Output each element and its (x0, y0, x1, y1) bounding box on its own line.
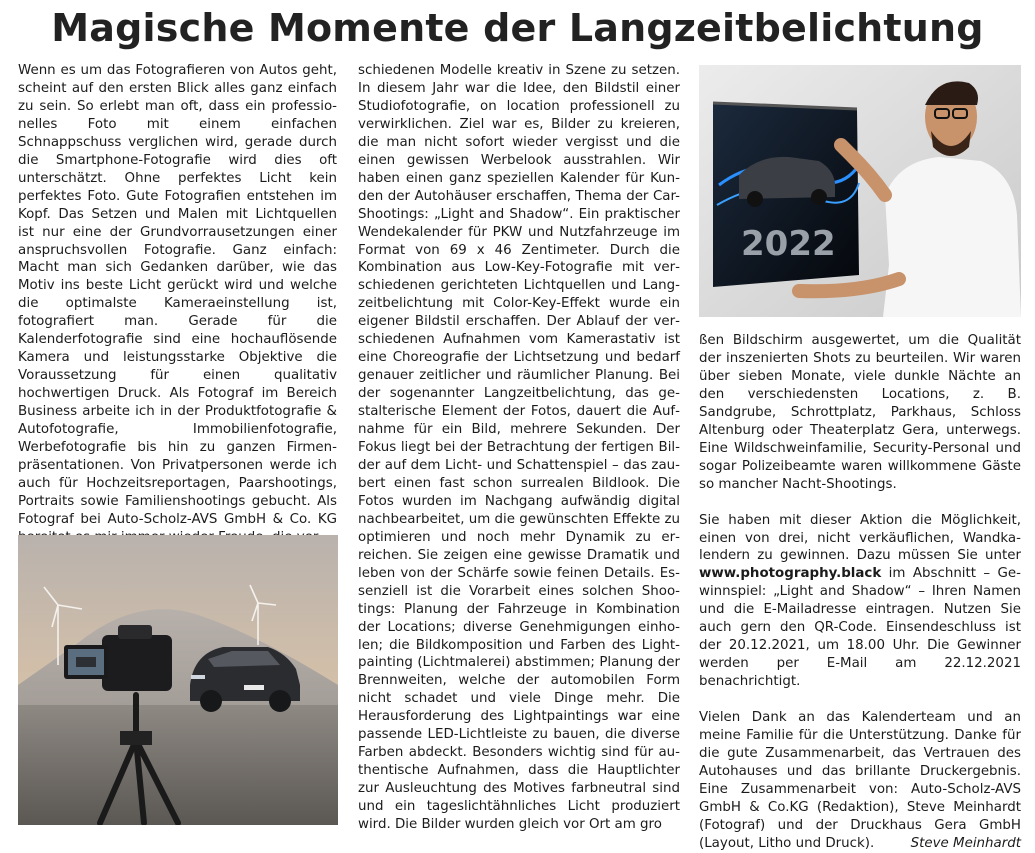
photographer-calendar-illustration (699, 65, 1021, 317)
author-signature: Steve Meinhardt (910, 835, 1021, 851)
wall-calendar (713, 103, 859, 287)
column-3-paragraph-2 (699, 512, 1021, 692)
column-3-paragraph-3 (699, 709, 1021, 853)
contest-url: www.photography.black (699, 566, 882, 582)
contest-text-b: im Abschnitt – Gewinnspiel: „Light and Shadow“ – Ihren Namen und die E-Mailadresse eintragen. Nutzen Sie auch gern den QR-Code. Einsendeschluss ist der 20.12.2021, um 18.00 Uhr. Die Gewinner werden per E-Mail am 22.12.2021 benachrichtigt. (699, 566, 1021, 690)
column-2-text: schiedenen Modelle kreativ in Szene zu setzen. In diesem Jahr war die Idee, den Bildstil einer Studiofotografie, on location professionell zu verwirklichen. Ziel war es, Bilder zu kreieren, die man nicht sofort wieder vergisst und die einen gewissen Werbelook ausstrahlen. Wir haben einen ganz speziellen Kalender für Kunden der Autohäuser erschaffen, Thema der Car-Shootings: „Light and Shadow“. Ein praktischer Wendekalender für PKW und Nutzfahrzeuge im Format von 69 x 46 Zentimeter. Durch die Kombination aus Low-Key-Fotografie mit verschiedenen gerichteten Lichtquellen und Langzeitbelichtung mit Color-Key-Effekt wurde ein eigener Bildstil erschaffen. Der Ablauf der verschiedenen Aufnahmen vom Kamerastativ ist eine Choreografie der Lichtsetzung und bedarf genauer zeitlicher und räumlicher Planung. Bei der sogenannter Langzeitbelichtung, das gestalterische Element der Fotos, dauert die Aufnahme für ein Bild, mehrere Sekunden. Der Fokus liegt bei der Betrachtung der fertigen Bilder auf dem Licht- und Schattenspiel – das zaubert einen fast schon surrealen Bildlook. Die Fotos wurden im Nachgang aufwändig digital nachbearbeitet, um die gewünschten Effekte zu optimieren und noch mehr Dynamik zu erreichen. Sie zeigen eine gewisse Dramatik und leben von der Schärfe sowie feinen Details. Essenziell ist die Vorarbeit eines solchen Shootings: Planung der Fahrzeuge in Kombination der Locations; diverse Genehmigungen einholen; die Bildkomposition und Farben des Lightpainting (Lichtmalerei) abstimmen; Planung der Brennweiten, welche der automobilen Form nicht schadet und viele Dinge mehr. Die Herausforderung des Lightpaintings war eine passende LED-Lichtleiste zu bauen, die diverse Farben abdeckt. Besonders wichtig sind für authentische Aufnahmen, dass die Hauptlichter zur Ausleuchtung des Motives farbneutral sind und ein tageslichtähnliches Licht produziert wird. Die Bilder wurden gleich vor Ort am gro (358, 63, 680, 833)
article-column-1 (18, 62, 337, 547)
article-headline: Magische Momente der Langzeitbelichtung (51, 6, 984, 50)
column-3-paragraph-1: ßen Bildschirm ausgewertet, um die Qualität der inszenierten Shots zu beurteilen. Wir waren über sieben Monate, viele dunkle Nächte an den verschiedensten Locations, z. B. Sandgrube, Schrottplatz, Parkhaus, Schloss Altenburg oder Theaterplatz Gera, unterwegs. Eine Wildschweinfamilie, Security-Personal und sogar Polizeibeamte waren willkommene Gäste so mancher Nacht-Shootings. (699, 333, 1021, 492)
article-column-3 (699, 332, 1021, 853)
photographer-calendar-photo (699, 65, 1021, 317)
camera-tripod-photo (18, 535, 338, 825)
column-1-text: Wenn es um das Fotografieren von Autos geht, scheint auf den ersten Blick alles ganz einfach zu sein. So erlebt man oft, dass ein professionelles Foto mit einem einfachen Schnappschuss verglichen wird, gerade durch die Smartphone-Fotografie wird dies oft unterschätzt. Ohne perfektes Licht kein perfektes Foto. Gute Fotografien entstehen im Kopf. Das Setzen und Malen mit Lichtquellen ist nur eine der Grundvorrausetzungen einer anspruchsvollen Fotografie. Ganz einfach: Macht man sich Gedanken darüber, wie das Motiv ins beste Licht gerückt wird und welche die optimalste Kameraeinstellung ist, fotografiert man. Gerade für die Kalenderfotografie sind eine hochauflösende Kamera und leistungsstarke Objektive die Voraussetzung für einen qualitativ hochwertigen Druck. Als Fotograf im Bereich Business arbeite ich in der Produktfotografie & Autofotografie, Immobilienfotografie, Werbefotografie bis hin zu ganzen Firmenpräsentationen. Von Privatpersonen werde ich auch für Hochzeitsreportagen, Paarshootings, Portraits sowie Familienshootings gebucht. Als Fotograf bei Auto-Scholz-AVS GmbH & Co. KG (18, 63, 337, 527)
contest-text-a: Sie haben mit dieser Aktion die Möglichkeit, einen von drei, nicht verkäuflichen, Wandkalendern zu gewinnen. Dazu müssen Sie unter (699, 512, 1021, 564)
camera-tripod-illustration (18, 535, 338, 825)
article-column-2 (358, 62, 680, 834)
thanks-text: Vielen Dank an das Kalenderteam und an meine Familie für die Unterstützung. Danke für die gute Zusammenarbeit, das Vertrauen des Autohauses und das brillante Druckergebnis. Eine Zusammenarbeit von: Auto-Scholz-AVS GmbH & Co.KG (Redaktion), Steve Meinhardt (Fotograf) und der Druckhaus Gera GmbH (Layout, Litho und Druck). (699, 710, 1021, 851)
calendar-year-label: 2022 (741, 224, 836, 264)
